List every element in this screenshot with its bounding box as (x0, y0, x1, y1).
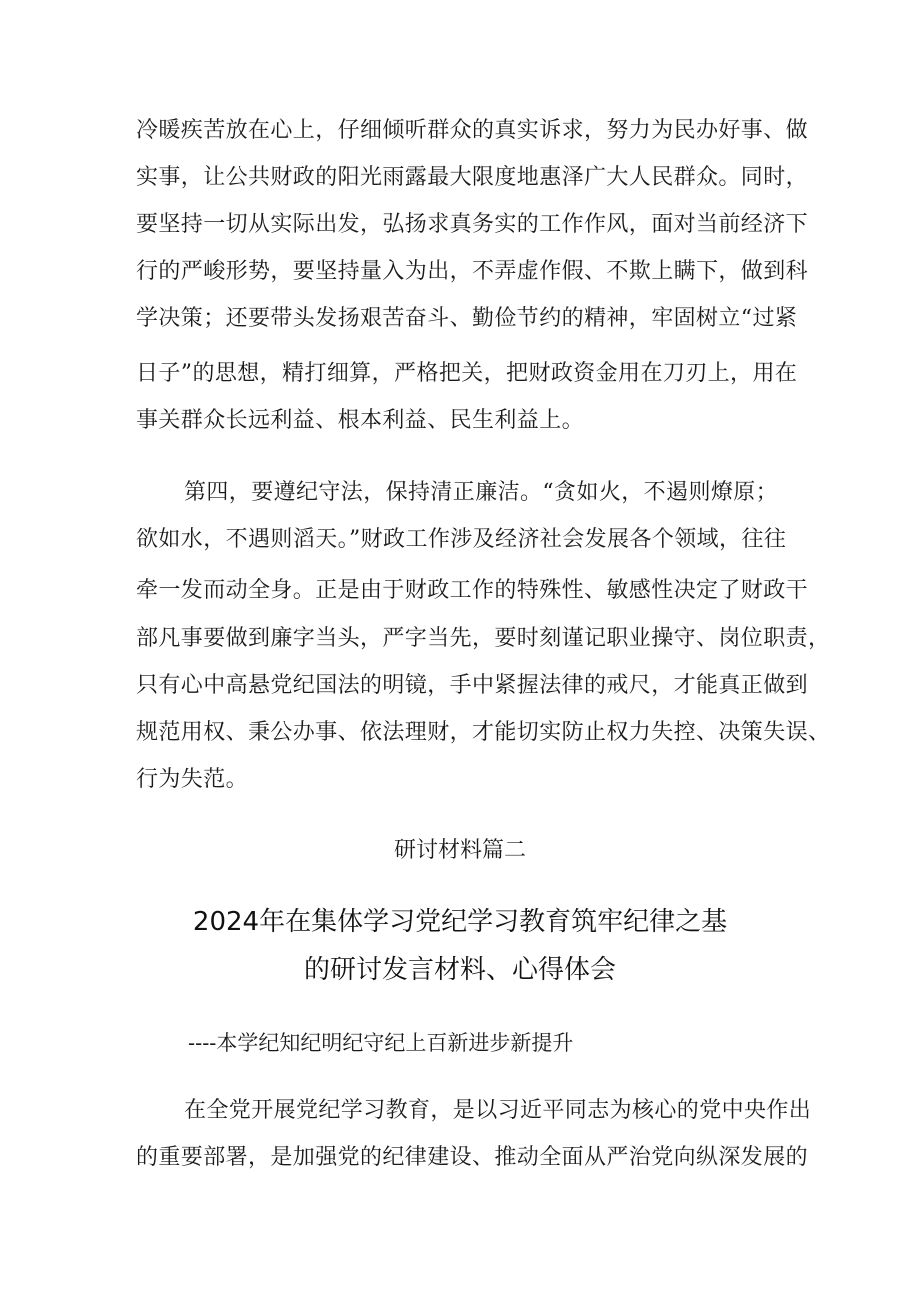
paragraph-line: 行为失范。 (136, 767, 249, 792)
paragraph-line: 欲如水，不遇则滔天。”财政工作涉及经济社会发展各个领域，往往 (136, 527, 787, 552)
article-subtitle: ----本学纪知纪明纪守纪上百新进步新提升 (188, 1031, 574, 1055)
title-line-2: 的研讨发言材料、心得体会 (303, 955, 616, 985)
paragraph-line: 只有心中高悬党纪国法的明镜，手中紧握法律的戒尺，才能真正做到 (136, 673, 809, 698)
paragraph-line: 实事，让公共财政的阳光雨露最大限度地惠泽广大人民群众。同时， (136, 165, 809, 190)
paragraph-line: 冷暖疾苦放在心上，仔细倾听群众的真实诉求，努力为民办好事、做 (136, 118, 809, 143)
title-line-1: 2024年在集体学习党纪学习教育筑牢纪律之基 (192, 907, 728, 937)
paragraph-line: 学决策；还要带头发扬艰苦奋斗、勤俭节约的精神，牢固树立“过紧 (136, 306, 798, 331)
paragraph-line: 部凡事要做到廉字当头，严字当先，要时刻谨记职业操守、岗位职责， (136, 626, 831, 651)
paragraph-line: 牵一发而动全身。正是由于财政工作的特殊性、敏感性决定了财政干 (136, 578, 809, 603)
paragraph-line: 事关群众长远利益、根本利益、民生利益上。 (136, 408, 585, 433)
section-label: 研讨材料篇二 (393, 838, 526, 863)
paragraph-line: 在全党开展党纪学习教育，是以习近平同志为核心的党中央作出 (184, 1098, 812, 1123)
paragraph-line: 规范用权、秉公办事、依法理财，才能切实防止权力失控、决策失误、 (136, 720, 831, 745)
paragraph-line: 要坚持一切从实际出发，弘扬求真务实的工作作风，面对当前经济下 (136, 212, 809, 237)
paragraph-line: 第四，要遵纪守法，保持清正廉洁。“贪如火，不遏则燎原； (184, 480, 779, 505)
paragraph-line: 的重要部署，是加强党的纪律建设、推动全面从严治党向纵深发展的 (136, 1145, 809, 1170)
paragraph-line: 日子”的思想，精打细算，严格把关，把财政资金用在刀刃上，用在 (136, 361, 798, 386)
paragraph-line: 行的严峻形势，要坚持量入为出，不弄虚作假、不欺上瞒下，做到科 (136, 259, 809, 284)
